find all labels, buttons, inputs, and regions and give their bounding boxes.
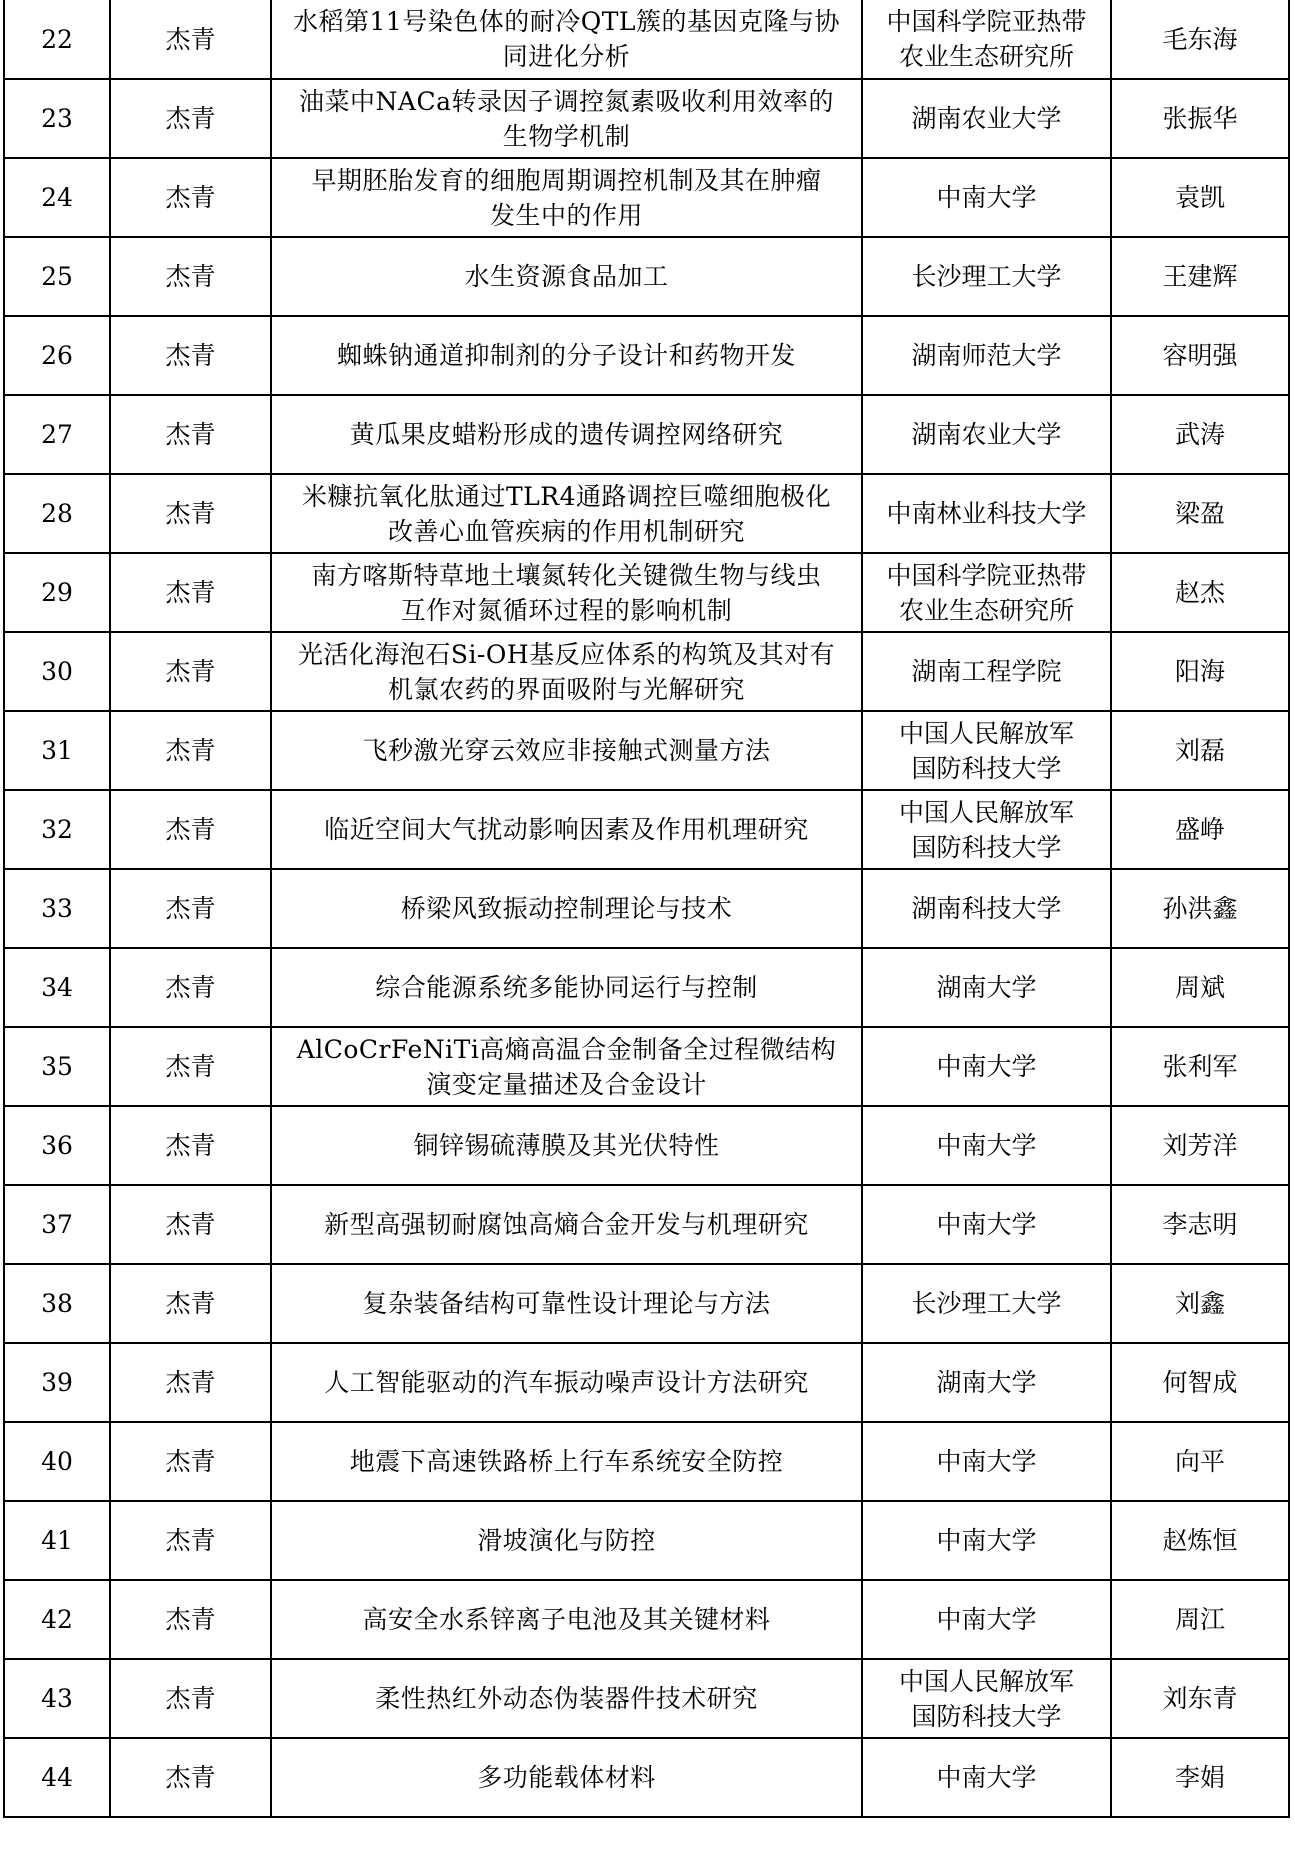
project-type-text: 杰青: [165, 1684, 216, 1713]
project-title: [271, 474, 862, 553]
applicant-name-text: 李娟: [1174, 1763, 1225, 1792]
applicant-name: [1111, 1027, 1289, 1106]
table-row: [4, 1264, 1289, 1343]
row-number-text: 28: [41, 499, 73, 528]
project-type: [110, 237, 271, 316]
row-number-text: 31: [41, 736, 73, 765]
organization-text: 国防科技大学: [911, 832, 1062, 862]
organization-text: 湖南科技大学: [911, 894, 1062, 923]
organization-text: 中南大学: [936, 1447, 1037, 1476]
row-number: [4, 316, 110, 395]
project-title: [271, 711, 862, 790]
applicant-name-text: 阳海: [1174, 657, 1225, 686]
project-type-text: 杰青: [165, 657, 216, 686]
project-type-text: 杰青: [165, 499, 216, 528]
project-title: [271, 1501, 862, 1580]
row-number: [4, 790, 110, 869]
project-title: [271, 395, 862, 474]
project-type: [110, 1501, 271, 1580]
organization: [862, 1501, 1111, 1580]
row-number-text: 29: [41, 578, 73, 607]
project-type-text: 杰青: [165, 1763, 216, 1792]
applicant-name-text: 周江: [1174, 1605, 1225, 1634]
project-title-text: 水稻第11号染色体的耐冷QTL簇的基因克隆与协: [292, 7, 841, 36]
row-number: [4, 711, 110, 790]
organization: [862, 395, 1111, 474]
table-row: [4, 79, 1289, 158]
project-title-text: 黄瓜果皮蜡粉形成的遗传调控网络研究: [349, 420, 784, 449]
project-type: [110, 1738, 271, 1817]
row-number-text: 40: [41, 1447, 73, 1476]
applicant-name-text: 刘东青: [1162, 1684, 1238, 1713]
organization-text: 湖南师范大学: [911, 341, 1062, 370]
project-title-text: 高安全水系锌离子电池及其关键材料: [362, 1605, 771, 1634]
organization: [862, 1659, 1111, 1738]
project-type-text: 杰青: [165, 815, 216, 844]
organization: [862, 632, 1111, 711]
organization: [862, 1422, 1111, 1501]
table-row: [4, 790, 1289, 869]
project-type-text: 杰青: [165, 1052, 216, 1081]
row-number-text: 38: [41, 1289, 73, 1318]
table-row: [4, 1422, 1289, 1501]
project-title: [271, 158, 862, 237]
project-title-text: 改善心血管疾病的作用机制研究: [387, 516, 745, 546]
row-number: [4, 395, 110, 474]
row-number-text: 30: [41, 657, 73, 686]
project-title: [271, 790, 862, 869]
row-number: [4, 79, 110, 158]
project-type: [110, 790, 271, 869]
organization-text: 农业生态研究所: [898, 595, 1074, 625]
project-type: [110, 1659, 271, 1738]
project-title-text: 互作对氮循环过程的影响机制: [400, 595, 733, 625]
organization-text: 长沙理工大学: [911, 262, 1062, 291]
project-title-text: 南方喀斯特草地土壤氮转化关键微生物与线虫: [311, 560, 822, 590]
row-number: [4, 553, 110, 632]
project-title-text: 演变定量描述及合金设计: [426, 1069, 707, 1099]
organization-text: 中国人民解放军: [898, 718, 1074, 748]
project-title-text: 综合能源系统多能协同运行与控制: [375, 973, 758, 1002]
row-number: [4, 158, 110, 237]
row-number: [4, 474, 110, 553]
row-number-text: 32: [41, 815, 73, 844]
applicant-name: [1111, 1106, 1289, 1185]
project-type-text: 杰青: [165, 1368, 216, 1397]
organization-text: 中南大学: [936, 1131, 1037, 1160]
row-number-text: 36: [41, 1131, 73, 1160]
table-row: [4, 553, 1289, 632]
table-row: [4, 632, 1289, 711]
project-type: [110, 79, 271, 158]
row-number-text: 34: [41, 973, 73, 1002]
organization: [862, 1738, 1111, 1817]
table-row: [4, 158, 1289, 237]
project-type-text: 杰青: [165, 973, 216, 1002]
organization-text: 湖南农业大学: [911, 104, 1062, 133]
project-type-text: 杰青: [165, 1447, 216, 1476]
applicant-name-text: 何智成: [1162, 1368, 1238, 1397]
organization: [862, 0, 1111, 79]
organization-text: 湖南农业大学: [911, 420, 1062, 449]
row-number: [4, 0, 110, 79]
applicant-name-text: 王建辉: [1162, 262, 1238, 291]
project-title-text: 铜锌锡硫薄膜及其光伏特性: [413, 1131, 720, 1160]
row-number: [4, 1185, 110, 1264]
row-number: [4, 1027, 110, 1106]
table-row: [4, 1580, 1289, 1659]
applicant-name-text: 袁凯: [1174, 183, 1225, 212]
project-type-text: 杰青: [165, 262, 216, 291]
project-title: [271, 632, 862, 711]
table-row: [4, 711, 1289, 790]
applicant-name: [1111, 395, 1289, 474]
applicant-name-text: 刘磊: [1174, 736, 1225, 765]
project-type: [110, 1106, 271, 1185]
project-type-text: 杰青: [165, 24, 216, 54]
applicant-name-text: 李志明: [1162, 1210, 1238, 1239]
organization: [862, 474, 1111, 553]
project-type-text: 杰青: [165, 420, 216, 449]
table-row: [4, 237, 1289, 316]
organization-text: 中南林业科技大学: [886, 499, 1087, 528]
applicant-name: [1111, 1738, 1289, 1817]
project-type-text: 杰青: [165, 736, 216, 765]
organization: [862, 1106, 1111, 1185]
applicant-name-text: 赵炼恒: [1162, 1526, 1238, 1555]
project-type: [110, 1343, 271, 1422]
project-title-text: 多功能载体材料: [477, 1763, 656, 1792]
project-title-text: 生物学机制: [502, 121, 631, 151]
project-title-text: 早期胚胎发育的细胞周期调控机制及其在肿瘤: [311, 165, 822, 195]
table-row: [4, 1659, 1289, 1738]
row-number: [4, 1106, 110, 1185]
row-number-text: 39: [41, 1368, 73, 1397]
applicant-name: [1111, 632, 1289, 711]
project-title-text: 机氯农药的界面吸附与光解研究: [387, 674, 745, 704]
table-row: [4, 1106, 1289, 1185]
project-title: [271, 553, 862, 632]
organization-text: 湖南工程学院: [911, 657, 1062, 686]
project-title: [271, 237, 862, 316]
project-type: [110, 632, 271, 711]
organization-text: 中南大学: [936, 1605, 1037, 1634]
project-type: [110, 1422, 271, 1501]
row-number-text: 42: [41, 1605, 73, 1634]
applicant-name-text: 周斌: [1174, 973, 1225, 1002]
organization: [862, 790, 1111, 869]
row-number: [4, 1580, 110, 1659]
organization-text: 中南大学: [936, 1052, 1037, 1081]
project-title-text: 水生资源食品加工: [464, 262, 669, 291]
applicant-name: [1111, 474, 1289, 553]
row-number-text: 33: [41, 894, 73, 923]
applicant-name-text: 毛东海: [1162, 24, 1238, 54]
organization: [862, 1264, 1111, 1343]
applicant-name: [1111, 790, 1289, 869]
project-table: [3, 0, 1290, 1818]
row-number: [4, 1422, 110, 1501]
row-number-text: 25: [41, 262, 73, 291]
applicant-name-text: 武涛: [1174, 420, 1225, 449]
project-type-text: 杰青: [165, 1289, 216, 1318]
row-number: [4, 1501, 110, 1580]
project-title: [271, 1738, 862, 1817]
row-number-text: 26: [41, 341, 73, 370]
table-row: [4, 474, 1289, 553]
project-type: [110, 158, 271, 237]
organization-text: 国防科技大学: [911, 753, 1062, 783]
organization: [862, 316, 1111, 395]
table-body: [4, 0, 1289, 1817]
applicant-name-text: 容明强: [1162, 341, 1238, 370]
applicant-name-text: 刘鑫: [1174, 1289, 1225, 1318]
row-number-text: 24: [41, 183, 73, 212]
row-number-text: 23: [41, 104, 73, 133]
project-type-text: 杰青: [165, 894, 216, 923]
project-title: [271, 1027, 862, 1106]
project-title: [271, 869, 862, 948]
applicant-name-text: 梁盈: [1174, 499, 1225, 528]
row-number: [4, 1738, 110, 1817]
project-type: [110, 869, 271, 948]
project-title-text: 油菜中NACa转录因子调控氮素吸收利用效率的: [299, 86, 834, 116]
project-title-text: 复杂装备结构可靠性设计理论与方法: [362, 1289, 771, 1318]
table-row: [4, 1501, 1289, 1580]
project-type-text: 杰青: [165, 578, 216, 607]
organization: [862, 1580, 1111, 1659]
row-number: [4, 1659, 110, 1738]
organization: [862, 158, 1111, 237]
applicant-name: [1111, 1343, 1289, 1422]
project-type: [110, 1580, 271, 1659]
project-title-text: 滑坡演化与防控: [477, 1526, 656, 1555]
applicant-name: [1111, 1185, 1289, 1264]
project-title-text: 飞秒激光穿云效应非接触式测量方法: [362, 736, 771, 765]
table-row: [4, 1185, 1289, 1264]
organization-text: 中南大学: [936, 1210, 1037, 1239]
table-row: [4, 1027, 1289, 1106]
project-title: [271, 1185, 862, 1264]
table-row: [4, 395, 1289, 474]
project-title: [271, 1659, 862, 1738]
applicant-name: [1111, 1422, 1289, 1501]
row-number-text: 44: [41, 1763, 73, 1792]
applicant-name-text: 刘芳洋: [1162, 1131, 1238, 1160]
applicant-name: [1111, 948, 1289, 1027]
project-title-text: 桥梁风致振动控制理论与技术: [400, 894, 733, 923]
row-number-text: 22: [41, 24, 73, 54]
organization-text: 湖南大学: [936, 1368, 1037, 1397]
project-title: [271, 948, 862, 1027]
project-type: [110, 1264, 271, 1343]
applicant-name: [1111, 869, 1289, 948]
organization-text: 中国人民解放军: [898, 1666, 1074, 1696]
organization: [862, 553, 1111, 632]
applicant-name: [1111, 237, 1289, 316]
project-type: [110, 474, 271, 553]
project-type: [110, 1027, 271, 1106]
project-title-text: 临近空间大气扰动影响因素及作用机理研究: [324, 815, 809, 844]
row-number: [4, 237, 110, 316]
organization-text: 中国人民解放军: [898, 797, 1074, 827]
project-type: [110, 316, 271, 395]
project-title-text: 光活化海泡石Si-OH基反应体系的构筑及其对有: [297, 639, 836, 669]
applicant-name-text: 张振华: [1162, 104, 1238, 133]
row-number: [4, 869, 110, 948]
table-row: [4, 948, 1289, 1027]
project-type-text: 杰青: [165, 183, 216, 212]
table-row: [4, 0, 1289, 79]
applicant-name: [1111, 553, 1289, 632]
project-type: [110, 1185, 271, 1264]
project-title: [271, 316, 862, 395]
project-title: [271, 79, 862, 158]
table-row: [4, 1738, 1289, 1817]
organization: [862, 237, 1111, 316]
row-number: [4, 948, 110, 1027]
organization: [862, 1027, 1111, 1106]
row-number: [4, 632, 110, 711]
table-row: [4, 869, 1289, 948]
project-type-text: 杰青: [165, 1526, 216, 1555]
project-title: [271, 1422, 862, 1501]
project-title: [271, 1580, 862, 1659]
organization-text: 农业生态研究所: [898, 42, 1074, 71]
row-number-text: 27: [41, 420, 73, 449]
project-type-text: 杰青: [165, 1210, 216, 1239]
row-number: [4, 1343, 110, 1422]
applicant-name-text: 向平: [1174, 1447, 1225, 1476]
organization: [862, 79, 1111, 158]
organization-text: 中南大学: [936, 1526, 1037, 1555]
project-type-text: 杰青: [165, 1605, 216, 1634]
applicant-name-text: 赵杰: [1174, 578, 1225, 607]
project-type-text: 杰青: [165, 341, 216, 370]
applicant-name: [1111, 1659, 1289, 1738]
applicant-name-text: 孙洪鑫: [1162, 894, 1238, 923]
applicant-name: [1111, 316, 1289, 395]
organization-text: 中南大学: [936, 1763, 1037, 1792]
project-title-text: 人工智能驱动的汽车振动噪声设计方法研究: [324, 1368, 809, 1397]
table-row: [4, 1343, 1289, 1422]
table-row: [4, 316, 1289, 395]
applicant-name-text: 盛峥: [1174, 815, 1225, 844]
row-number-text: 35: [41, 1052, 73, 1081]
organization-text: 中国科学院亚热带: [886, 560, 1087, 590]
applicant-name: [1111, 1580, 1289, 1659]
row-number-text: 41: [41, 1526, 73, 1555]
project-title: [271, 0, 862, 79]
project-title: [271, 1106, 862, 1185]
applicant-name: [1111, 1501, 1289, 1580]
project-type: [110, 0, 271, 79]
row-number: [4, 1264, 110, 1343]
organization: [862, 1185, 1111, 1264]
project-title-text: 地震下高速铁路桥上行车系统安全防控: [349, 1447, 784, 1476]
organization-text: 长沙理工大学: [911, 1289, 1062, 1318]
applicant-name: [1111, 0, 1289, 79]
project-title-text: 发生中的作用: [489, 200, 643, 230]
project-type: [110, 711, 271, 790]
applicant-name: [1111, 79, 1289, 158]
row-number-text: 37: [41, 1210, 73, 1239]
applicant-name: [1111, 158, 1289, 237]
project-type: [110, 948, 271, 1027]
applicant-name: [1111, 711, 1289, 790]
project-type: [110, 553, 271, 632]
organization: [862, 948, 1111, 1027]
applicant-name-text: 张利军: [1162, 1052, 1238, 1081]
project-title-text: 米糠抗氧化肽通过TLR4通路调控巨噬细胞极化: [301, 481, 831, 511]
organization-text: 湖南大学: [936, 973, 1037, 1002]
project-title-text: 柔性热红外动态伪装器件技术研究: [375, 1684, 758, 1713]
project-type-text: 杰青: [165, 104, 216, 133]
project-title: [271, 1343, 862, 1422]
project-title: [271, 1264, 862, 1343]
project-type-text: 杰青: [165, 1131, 216, 1160]
row-number-text: 43: [41, 1684, 73, 1713]
organization: [862, 869, 1111, 948]
project-title-text: AlCoCrFeNiTi高熵高温合金制备全过程微结构: [296, 1034, 837, 1064]
applicant-name: [1111, 1264, 1289, 1343]
organization-text: 国防科技大学: [911, 1701, 1062, 1731]
project-title-text: 同进化分析: [502, 42, 631, 71]
organization-text: 中国科学院亚热带: [886, 7, 1087, 36]
organization: [862, 711, 1111, 790]
project-title-text: 新型高强韧耐腐蚀高熵合金开发与机理研究: [324, 1210, 809, 1239]
project-type: [110, 395, 271, 474]
organization: [862, 1343, 1111, 1422]
project-title-text: 蜘蛛钠通道抑制剂的分子设计和药物开发: [336, 341, 796, 370]
organization-text: 中南大学: [936, 183, 1037, 212]
